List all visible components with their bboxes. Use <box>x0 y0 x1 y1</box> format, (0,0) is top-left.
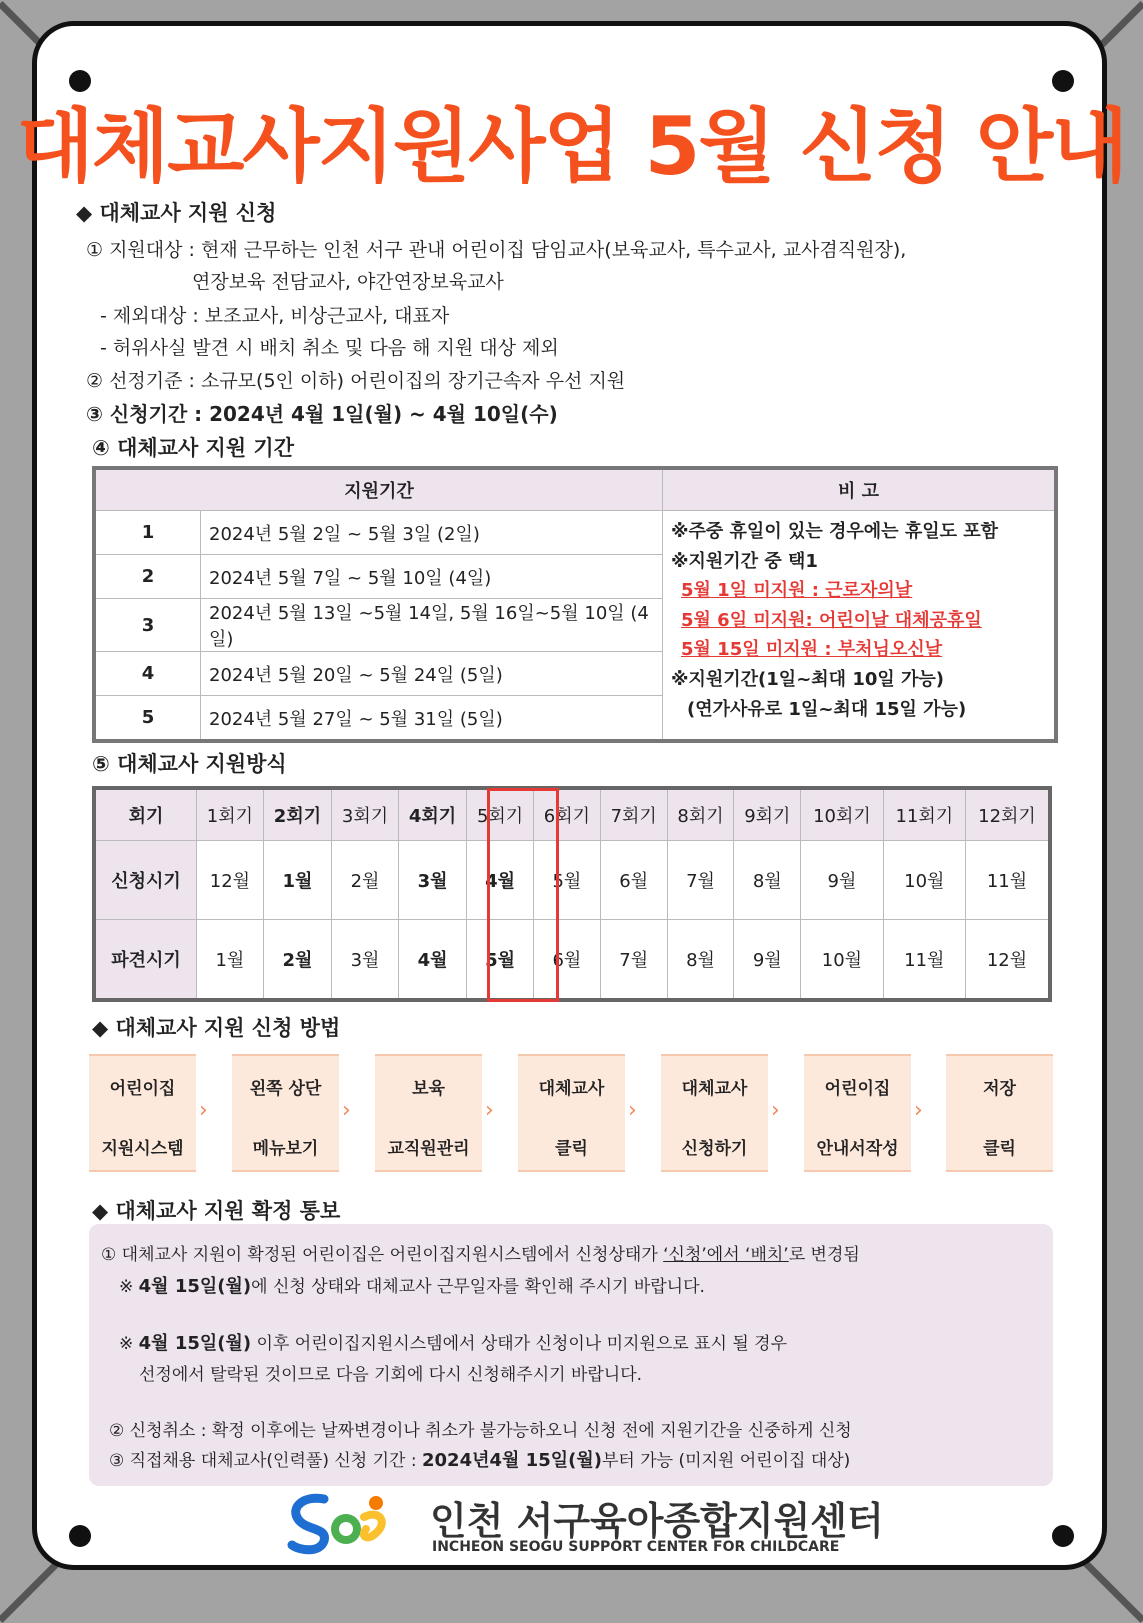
note-cell <box>663 511 1057 742</box>
apply-cell: 1월 <box>263 841 331 920</box>
apply-cell: 5월 <box>534 841 601 920</box>
row-label-round: 회기 <box>94 788 197 841</box>
org-name: 인천 서구육아종합지원센터 <box>430 1499 884 1543</box>
pin-icon <box>1052 1525 1074 1547</box>
dispatch-row <box>94 920 1050 1001</box>
apply-cell: 2월 <box>332 841 399 920</box>
round-cell: 11회기 <box>883 788 965 841</box>
apply-cell: 10월 <box>883 841 965 920</box>
current-round-highlight <box>487 788 559 1002</box>
note-leave: (연가사유로 1일~최대 15일 가능) <box>687 698 967 720</box>
note-choose-one: ※지원기간 중 택1 <box>671 550 818 572</box>
confirm-notice-box <box>89 1224 1053 1486</box>
row-number: 1 <box>94 511 201 555</box>
row-period: 2024년 5월 20일 ~ 5월 24일 (5일) <box>201 652 663 696</box>
row-number: 5 <box>94 696 201 742</box>
note-mark: ※ <box>119 1334 139 1354</box>
round-cell: 1회기 <box>197 788 264 841</box>
step-5-label-top: 대체교사 <box>681 1079 748 1099</box>
chevron-right-icon: › <box>628 1098 637 1123</box>
apply-row <box>94 841 1050 920</box>
dispatch-cell: 4월 <box>398 920 466 1001</box>
col-note-header: 비 고 <box>663 468 1057 511</box>
chevron-right-icon: › <box>914 1098 923 1123</box>
row-period: 2024년 5월 7일 ~ 5월 10일 (4일) <box>201 555 663 599</box>
row-period: 2024년 5월 27일 ~ 5월 31일 (5일) <box>201 696 663 742</box>
row-number: 3 <box>94 599 201 652</box>
confirm-line-4: 선정에서 탈락된 것이므로 다음 기회에 다시 신청해주시기 바랍니다. <box>139 1365 643 1385</box>
note-max-days: ※지원기간(1일~최대 10일 가능) <box>671 668 945 690</box>
dispatch-cell: 6월 <box>534 920 601 1001</box>
apply-cell: 9월 <box>801 841 883 920</box>
dispatch-cell: 7월 <box>600 920 667 1001</box>
step-3-label-bottom: 교직원관리 <box>387 1139 470 1159</box>
round-cell: 12회기 <box>965 788 1050 841</box>
row-label-dispatch: 파견시기 <box>94 920 197 1001</box>
step-4-label-top: 대체교사 <box>538 1079 605 1099</box>
step-6-label-top: 어린이집 <box>824 1079 891 1099</box>
confirm-line-1 <box>101 1240 860 1265</box>
apply-cell: 3월 <box>398 841 466 920</box>
step-7 <box>946 1054 1053 1172</box>
confirm-date: 4월 15일(월) <box>138 1276 252 1297</box>
apply-cell: 8월 <box>734 841 801 920</box>
confirm-line-3 <box>119 1329 787 1355</box>
pin-icon <box>69 1525 91 1547</box>
false-fact-line: - 허위사실 발견 시 배치 취소 및 다음 해 지원 대상 제외 <box>100 337 559 359</box>
step-5-label-bottom: 신청하기 <box>681 1139 748 1159</box>
target-line-1: ① 지원대상 : 현재 근무하는 인천 서구 관내 어린이집 담임교사(보육교사, 특수교사, 교사겸직원장), <box>86 239 907 261</box>
chevron-right-icon: › <box>342 1098 351 1123</box>
round-cell: 7회기 <box>600 788 667 841</box>
chevron-right-icon: › <box>771 1098 780 1123</box>
step-5 <box>661 1054 768 1172</box>
step-2-label-top: 왼쪽 상단 <box>249 1079 322 1099</box>
step-1-label-top: 어린이집 <box>109 1079 176 1099</box>
step-7-label-bottom: 클릭 <box>983 1139 1016 1159</box>
dispatch-cell: 1월 <box>197 920 264 1001</box>
step-3-label-top: 보육 <box>412 1079 445 1099</box>
dispatch-cell: 12월 <box>965 920 1050 1001</box>
row-period: 2024년 5월 13일 ~5월 14일, 5월 16일~5월 10일 (4일) <box>201 599 663 652</box>
step-1 <box>89 1054 196 1172</box>
rounds-row <box>94 788 1050 841</box>
step-2-label-bottom: 메뉴보기 <box>252 1139 319 1159</box>
support-period-heading: ④ 대체교사 지원 기간 <box>92 436 295 460</box>
direct-hire-text: ③ 직접채용 대체교사(인력풀) 신청 기간 : <box>109 1451 422 1471</box>
note-unsupported-3: 5월 15일 미지원 : 부처님오신날 <box>681 639 943 661</box>
apply-period-line: ③ 신청기간 : 2024년 4월 1일(월) ~ 4월 10일(수) <box>86 402 558 426</box>
step-6 <box>804 1054 911 1172</box>
step-3 <box>375 1054 482 1172</box>
direct-hire-date: 2024년4월 15일(월) <box>422 1450 602 1471</box>
row-period: 2024년 5월 2일 ~ 5월 3일 (2일) <box>201 511 663 555</box>
step-4-label-bottom: 클릭 <box>555 1139 588 1159</box>
step-2 <box>232 1054 339 1172</box>
step-1-label-bottom: 지원시스템 <box>101 1139 184 1159</box>
dispatch-cell: 8월 <box>667 920 734 1001</box>
round-cell: 8회기 <box>667 788 734 841</box>
dispatch-cell: 11월 <box>883 920 965 1001</box>
round-cell: 3회기 <box>332 788 399 841</box>
round-cell: 9회기 <box>734 788 801 841</box>
section-apply-heading: ◆ 대체교사 지원 신청 <box>76 201 277 225</box>
step-7-label-top: 저장 <box>983 1079 1016 1099</box>
criteria-line: ② 선정기준 : 소규모(5인 이하) 어린이집의 장기근속자 우선 지원 <box>86 370 626 392</box>
apply-cell: 11월 <box>965 841 1050 920</box>
round-cell-current: 5회기 <box>467 788 534 841</box>
note-holiday: ※주중 휴일이 있는 경우에는 휴일도 포함 <box>671 521 999 542</box>
apply-cell-current: 4월 <box>467 841 534 920</box>
apply-cell: 6월 <box>600 841 667 920</box>
note-mark: ※ <box>119 1277 139 1297</box>
note-unsupported-1: 5월 1일 미지원 : 근로자의날 <box>681 580 913 602</box>
chevron-right-icon: › <box>485 1098 494 1123</box>
cancel-line: ② 신청취소 : 확정 이후에는 날짜변경이나 취소가 불가능하오니 신청 전에 지원기간을 신중하게 신청 <box>109 1421 852 1441</box>
row-number: 2 <box>94 555 201 599</box>
apply-method-heading: ◆ 대체교사 지원 신청 방법 <box>92 1016 341 1040</box>
confirm-notice-heading: ◆ 대체교사 지원 확정 통보 <box>92 1199 341 1223</box>
dispatch-cell: 9월 <box>734 920 801 1001</box>
dispatch-cell: 10월 <box>801 920 883 1001</box>
support-period-table <box>92 466 1058 743</box>
round-cell: 2회기 <box>263 788 331 841</box>
note-unsupported-2: 5월 6일 미지원: 어린이날 대체공휴일 <box>681 609 982 631</box>
dispatch-cell: 3월 <box>332 920 399 1001</box>
step-4 <box>518 1054 625 1172</box>
page-title: 대체교사지원사업 5월 신청 안내 <box>16 100 1127 193</box>
row-number: 4 <box>94 652 201 696</box>
round-cell: 4회기 <box>398 788 466 841</box>
dispatch-cell: 2월 <box>263 920 331 1001</box>
org-name-english: INCHEON SEOGU SUPPORT CENTER FOR CHILDCARE <box>432 1539 840 1555</box>
target-line-2: 연장보육 전담교사, 야간연장보육교사 <box>192 271 504 293</box>
support-method-heading: ⑤ 대체교사 지원방식 <box>92 752 287 776</box>
rounds-table <box>92 786 1052 1002</box>
center-logo-icon <box>284 1489 394 1559</box>
confirm-line-3-text: 이후 어린이집지원시스템에서 상태가 신청이나 미지원으로 표시 될 경우 <box>251 1334 788 1354</box>
chevron-right-icon: › <box>199 1098 208 1123</box>
confirm-line-1-text: ① 대체교사 지원이 확정된 어린이집은 어린이집지원시스템에서 신청상태가 <box>101 1245 664 1265</box>
confirm-date: 4월 15일(월) <box>138 1333 252 1354</box>
col-period-header: 지원기간 <box>94 468 663 511</box>
direct-hire-line <box>109 1446 850 1472</box>
round-cell: 10회기 <box>801 788 883 841</box>
dispatch-cell-current: 5월 <box>467 920 534 1001</box>
apply-cell: 12월 <box>197 841 264 920</box>
step-6-label-bottom: 안내서작성 <box>816 1139 899 1159</box>
direct-hire-end: 부터 가능 (미지원 어린이집 대상) <box>601 1451 851 1471</box>
exclude-line: - 제외대상 : 보조교사, 비상근교사, 대표자 <box>100 305 450 327</box>
confirm-line-2-text: 에 신청 상태와 대체교사 근무일자를 확인해 주시기 바랍니다. <box>251 1277 705 1297</box>
status-change-text: ‘신청’에서 ‘배치’ <box>663 1245 789 1265</box>
apply-steps <box>89 1054 1053 1172</box>
apply-cell: 7월 <box>667 841 734 920</box>
confirm-line-1-end: 로 변경됨 <box>788 1245 860 1265</box>
confirm-line-2 <box>119 1272 705 1298</box>
round-cell: 6회기 <box>534 788 601 841</box>
row-label-apply: 신청시기 <box>94 841 197 920</box>
table-row <box>94 511 1056 555</box>
